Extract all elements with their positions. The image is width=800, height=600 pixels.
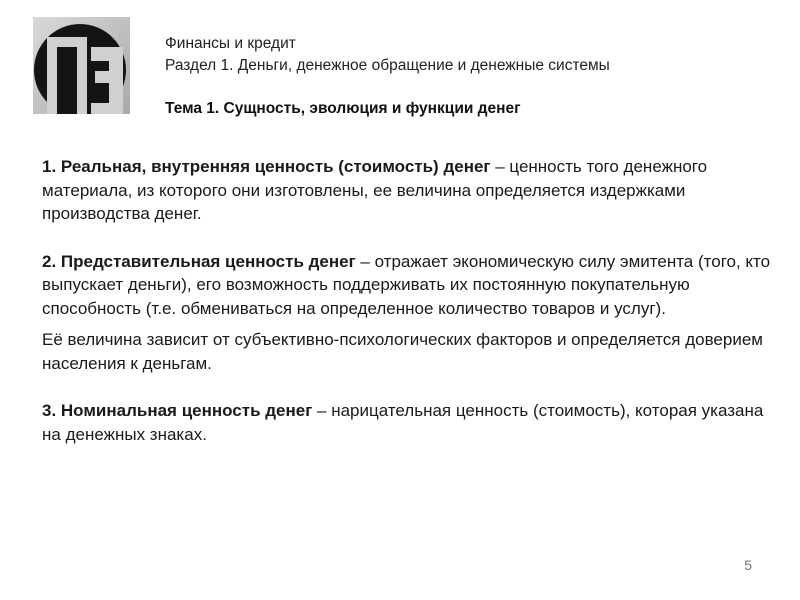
text-real-value: – ценность того денежного материала, из которого они изготовлены, ее величина определяется издержками производства денег. [42,157,708,223]
representative-value-note: Её величина зависит от субъективно-психологических факторов и определяется доверием населения к деньгам. [42,330,763,373]
topic-title: Тема 1. Сущность, эволюция и функции денег [165,100,521,117]
definition-nominal-value [42,399,772,446]
definition-representative-value [42,250,772,321]
definition-real-value [42,155,772,226]
term-representative-value: 2. Представительная ценность денег [42,251,356,271]
page-number: 5 [744,557,752,573]
ps-emblem-logo-icon [33,17,130,114]
term-nominal-value: 3. Номинальная ценность денег [42,401,313,420]
slide-header [165,33,775,120]
text-representative-value: – отражает экономическую силу эмитента (того, кто выпускает деньги), его возможность поддерживать их постоянную покупательную способность (т.е. обмениваться на определенное количество товаров и услуг). [42,251,771,318]
section-title: Раздел 1. Деньги, денежное обращение и денежные системы [165,57,610,74]
term-real-value: 1. Реальная, внутренняя ценность (стоимость) денег [42,157,491,176]
logo [33,17,130,114]
course-title: Финансы и кредит [165,35,296,52]
text-nominal-value: – нарицательная ценность (стоимость), которая указана на денежных знаках. [42,401,764,444]
slide-content [42,155,772,446]
